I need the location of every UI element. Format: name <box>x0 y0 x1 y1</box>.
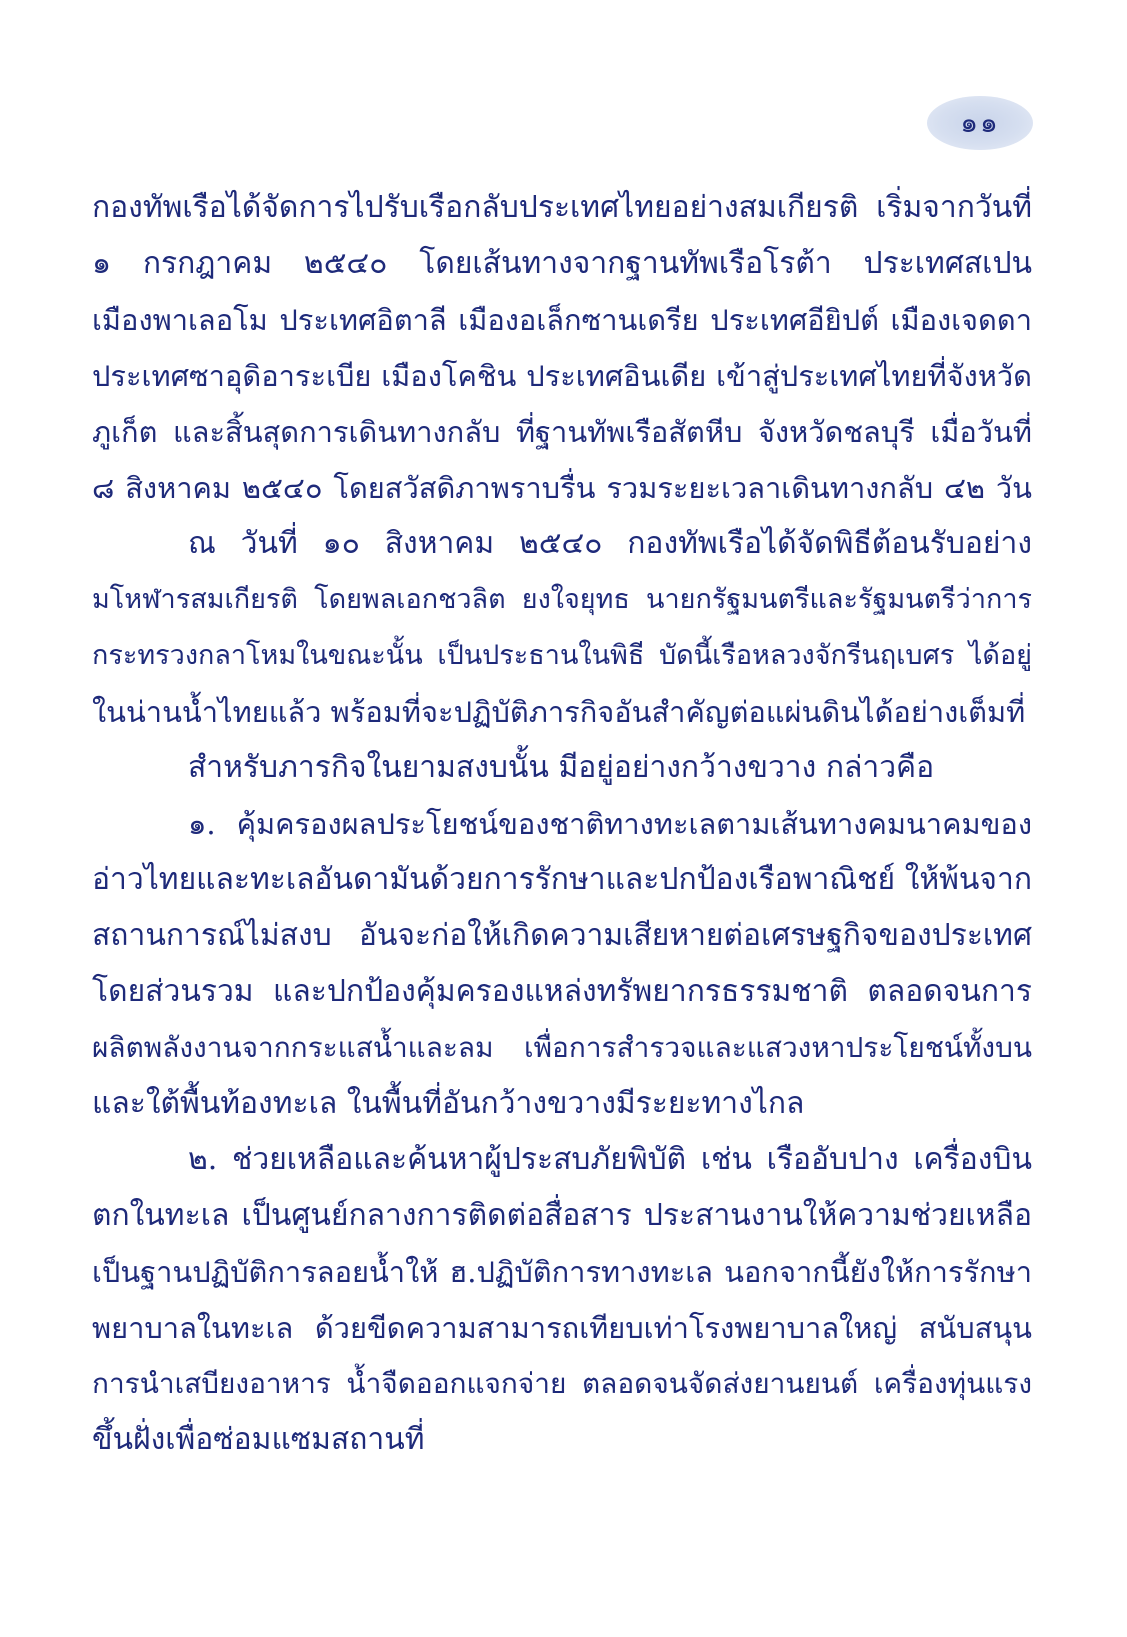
text-line: พยาบาลในทะเล ด้วยขีดความสามารถเทียบเท่าโรงพยาบาลใหญ่ สนับสนุน <box>92 1311 1032 1345</box>
text-line: โดยส่วนรวม และปกป้องคุ้มครองแหล่งทรัพยากรธรรมชาติ ตลอดจนการ <box>92 974 1032 1009</box>
text-line: ณ วันที่ ๑๐ สิงหาคม ๒๕๔๐ กองทัพเรือได้จัดพิธีต้อนรับอย่าง <box>188 526 1032 561</box>
body-text <box>92 180 1032 1468</box>
text-line: เป็นฐานปฏิบัติการลอยน้ำให้ ฮ.ปฏิบัติการทางทะเล นอกจากนี้ยังให้การรักษา <box>92 1255 1032 1289</box>
text-line: กระทรวงกลาโหมในขณะนั้น เป็นประธานในพิธี บัดนี้เรือหลวงจักรีนฤเบศร ได้อยู่ <box>92 640 1032 671</box>
page-number-badge <box>927 96 1033 150</box>
text-line: ในน่านน้ำไทยแล้ว พร้อมที่จะปฏิบัติภารกิจอันสำคัญต่อแผ่นดินได้อย่างเต็มที่ <box>92 695 1026 729</box>
text-line: ๘ สิงหาคม ๒๕๔๐ โดยสวัสดิภาพราบรื่น รวมระยะเวลาเดินทางกลับ ๔๒ วัน <box>92 471 1032 505</box>
text-line: ผลิตพลังงานจากกระแสน้ำและลม เพื่อการสำรวจและแสวงหาประโยชน์ทั้งบน <box>92 1031 1032 1064</box>
text-line: ๒. ช่วยเหลือและค้นหาผู้ประสบภัยพิบัติ เช่น เรืออับปาง เครื่องบิน <box>188 1142 1032 1177</box>
text-line: ๑ กรกฎาคม ๒๕๔๐ โดยเส้นทางจากฐานทัพเรือโรต้า ประเทศสเปน <box>92 246 1032 281</box>
text-line: สถานการณ์ไม่สงบ อันจะก่อให้เกิดความเสียหายต่อเศรษฐกิจของประเทศ <box>92 918 1032 953</box>
text-line: กองทัพเรือได้จัดการไปรับเรือกลับประเทศไทยอย่างสมเกียรติ เริ่มจากวันที่ <box>92 190 1032 225</box>
text-line: ตกในทะเล เป็นศูนย์กลางการติดต่อสื่อสาร ประสานงานให้ความช่วยเหลือ <box>92 1198 1032 1233</box>
text-line: อ่าวไทยและทะเลอันดามันด้วยการรักษาและปกป้องเรือพาณิชย์ ให้พ้นจาก <box>92 862 1032 897</box>
text-line: การนำเสบียงอาหาร น้ำจืดออกแจกจ่าย ตลอดจนจัดส่งยานยนต์ เครื่องทุ่นแรง <box>92 1367 1032 1400</box>
text-line: ประเทศซาอุดิอาระเบีย เมืองโคชิน ประเทศอินเดีย เข้าสู่ประเทศไทยที่จังหวัด <box>92 359 1032 393</box>
text-line: ๑. คุ้มครองผลประโยชน์ของชาติทางทะเลตามเส้นทางคมนาคมของ <box>188 807 1032 841</box>
text-line: ขึ้นฝั่งเพื่อซ่อมแซมสถานที่ <box>92 1422 425 1457</box>
text-line: เมืองพาเลอโม ประเทศอิตาลี เมืองอเล็กซานเดรีย ประเทศอียิปต์ เมืองเจดดา <box>92 303 1032 337</box>
page-number: ๑๑ <box>960 106 1000 139</box>
text-line: สำหรับภารกิจในยามสงบนั้น มีอยู่อย่างกว้างขวาง กล่าวคือ <box>188 750 935 785</box>
text-line: ภูเก็ต และสิ้นสุดการเดินทางกลับ ที่ฐานทัพเรือสัตหีบ จังหวัดชลบุรี เมื่อวันที่ <box>92 415 1032 449</box>
text-line: มโหฬารสมเกียรติ โดยพลเอกชวลิต ยงใจยุทธ นายกรัฐมนตรีและรัฐมนตรีว่าการ <box>92 584 1032 615</box>
text-line: และใต้พื้นท้องทะเล ในพื้นที่อันกว้างขวางมีระยะทางไกล <box>92 1086 805 1121</box>
